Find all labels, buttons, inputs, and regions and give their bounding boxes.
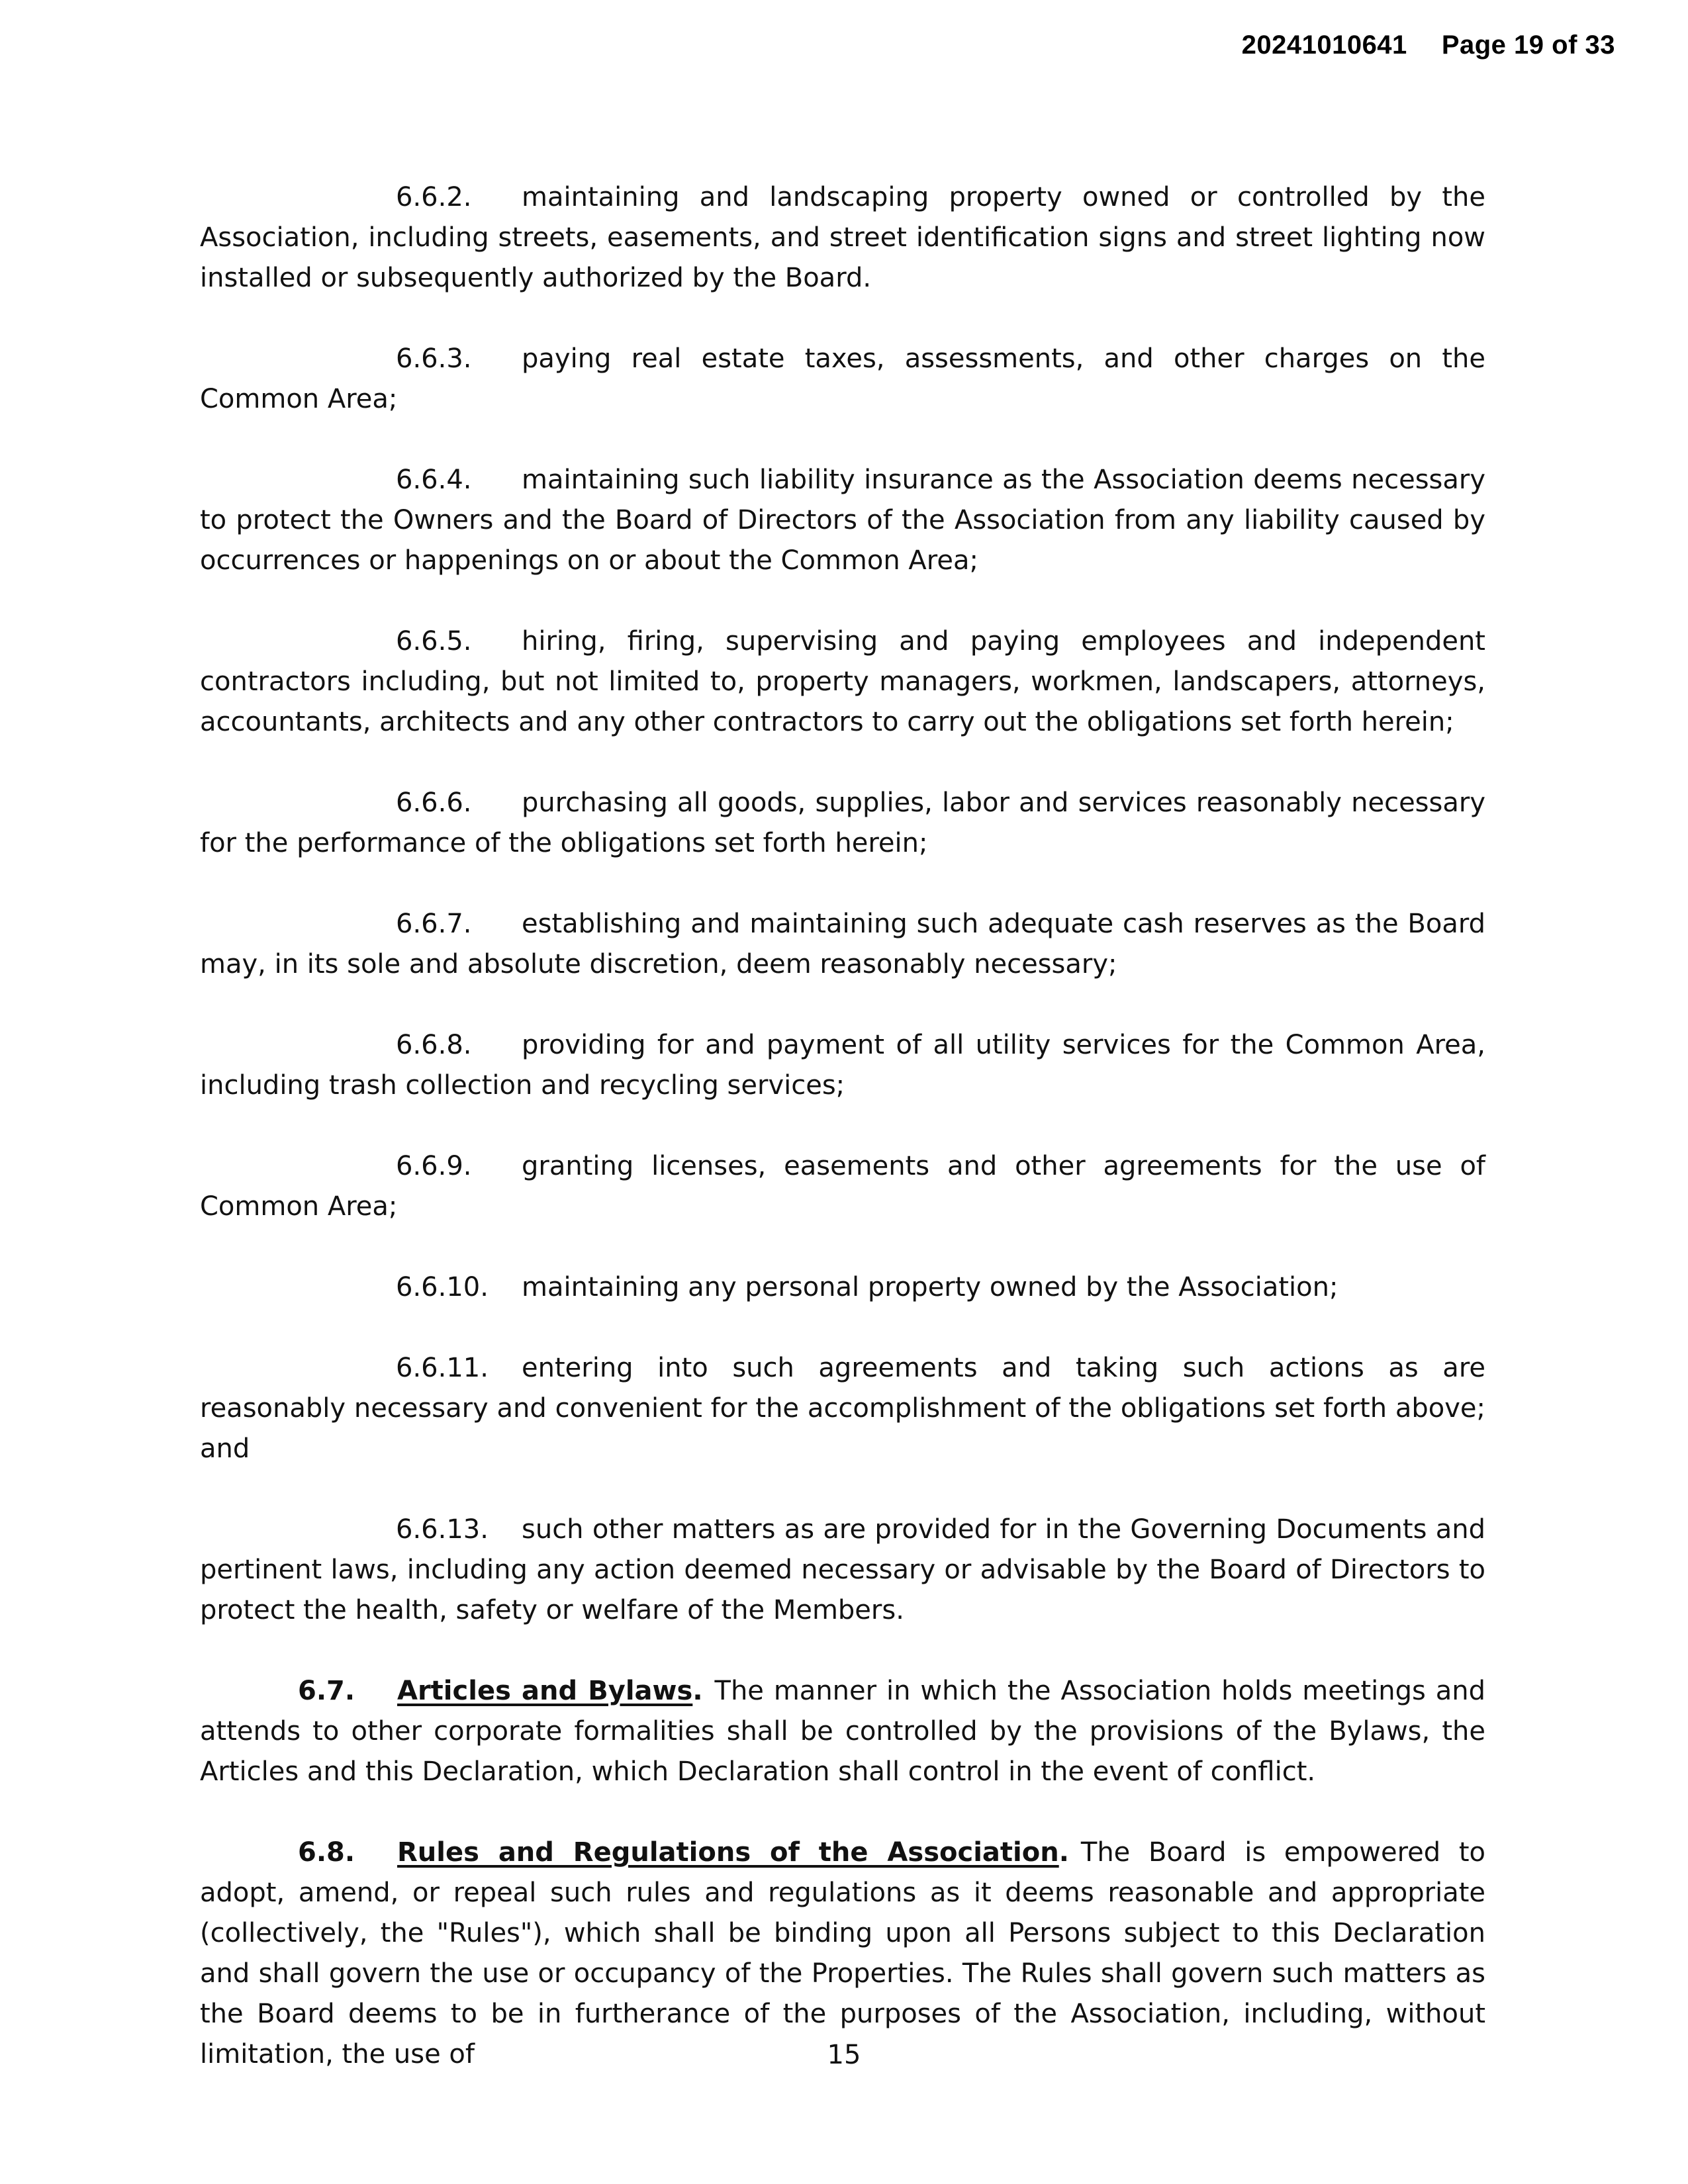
- list-item: [200, 1510, 1485, 1631]
- item-text: establishing and maintaining such adequate cash reserves as the Board may, in its sole and absolute discretion, deem reasonably necessary;: [200, 909, 1485, 979]
- list-item: [200, 177, 1485, 298]
- page-label: Page 19 of 33: [1441, 30, 1615, 60]
- section-articles-and-bylaws: [200, 1671, 1485, 1792]
- item-text: paying real estate taxes, assessments, and other charges on the Common Area;: [200, 343, 1485, 414]
- item-number: 6.6.8.: [396, 1030, 472, 1060]
- list-item: [200, 339, 1485, 420]
- section-title-period: .: [692, 1676, 703, 1706]
- item-text: entering into such agreements and taking such actions as are reasonably necessary and convenient for the accomplishment of the obligations set forth above; and: [200, 1353, 1485, 1464]
- list-item: [200, 1146, 1485, 1227]
- page-header: [1242, 30, 1615, 60]
- list-item: [200, 1025, 1485, 1106]
- item-text: maintaining any personal property owned by the Association;: [522, 1272, 1338, 1302]
- item-number: 6.6.7.: [396, 909, 472, 939]
- section-number: 6.8.: [298, 1837, 355, 1868]
- section-text: The manner in which the Association holds meetings and attends to other corporate formalities shall be controlled by the provisions of the Bylaws, the Articles and this Declaration, which Declaration shall control in the event of conflict.: [200, 1676, 1486, 1787]
- document-body: [200, 177, 1485, 2115]
- item-number: 6.6.5.: [396, 626, 472, 657]
- list-item: [200, 460, 1485, 581]
- section-title-period: .: [1058, 1837, 1069, 1868]
- section-text: The Board is empowered to adopt, amend, or repeal such rules and regulations as it deems reasonable and appropriate (collectively, the "Rules"), which shall be binding upon all Persons subject to this Declaration and shall govern the use or occupancy of the Properties. The Rules shall govern such matters as the Board deems to be in furtherance of the purposes of the Association, including, without limitation, the use of: [200, 1837, 1485, 2070]
- item-text: such other matters as are provided for in the Governing Documents and pertinent laws, including any action deemed necessary or advisable by the Board of Directors to protect the health, safety or welfare of the Members.: [200, 1514, 1485, 1625]
- item-text: granting licenses, easements and other agreements for the use of Common Area;: [200, 1151, 1485, 1222]
- document-number: 20241010641: [1241, 30, 1407, 60]
- section-rules-and-regulations: [200, 1833, 1485, 2075]
- section-title: Articles and Bylaws: [397, 1676, 693, 1706]
- item-text: purchasing all goods, supplies, labor and services reasonably necessary for the performance of the obligations set forth herein;: [200, 788, 1485, 858]
- list-item: [200, 1267, 1485, 1308]
- list-item: [200, 904, 1485, 985]
- item-number: 6.6.13.: [396, 1514, 489, 1545]
- list-item: [200, 783, 1485, 864]
- list-item: [200, 621, 1485, 743]
- section-title: Rules and Regulations of the Association: [397, 1837, 1059, 1868]
- item-text: hiring, firing, supervising and paying employees and independent contractors including, but not limited to, property managers, workmen, landscapers, attorneys, accountants, architects and any other contractors to carry out the obligations set forth herein;: [200, 626, 1485, 737]
- item-number: 6.6.9.: [396, 1151, 472, 1181]
- section-number: 6.7.: [298, 1676, 355, 1706]
- list-item: [200, 1348, 1485, 1469]
- item-text: providing for and payment of all utility services for the Common Area, including trash collection and recycling services;: [200, 1030, 1485, 1101]
- item-number: 6.6.11.: [396, 1353, 489, 1383]
- page-number: 15: [827, 2040, 861, 2070]
- item-number: 6.6.3.: [396, 343, 472, 374]
- item-text: maintaining and landscaping property owned or controlled by the Association, including streets, easements, and street identification signs and street lighting now installed or subsequently authorized by the Board.: [200, 182, 1485, 293]
- item-number: 6.6.6.: [396, 788, 472, 818]
- item-number: 6.6.2.: [396, 182, 472, 212]
- item-number: 6.6.10.: [396, 1272, 489, 1302]
- item-text: maintaining such liability insurance as the Association deems necessary to protect the Owners and the Board of Directors of the Association from any liability caused by occurrences or happenings on or about the Common Area;: [200, 465, 1485, 576]
- item-number: 6.6.4.: [396, 465, 472, 495]
